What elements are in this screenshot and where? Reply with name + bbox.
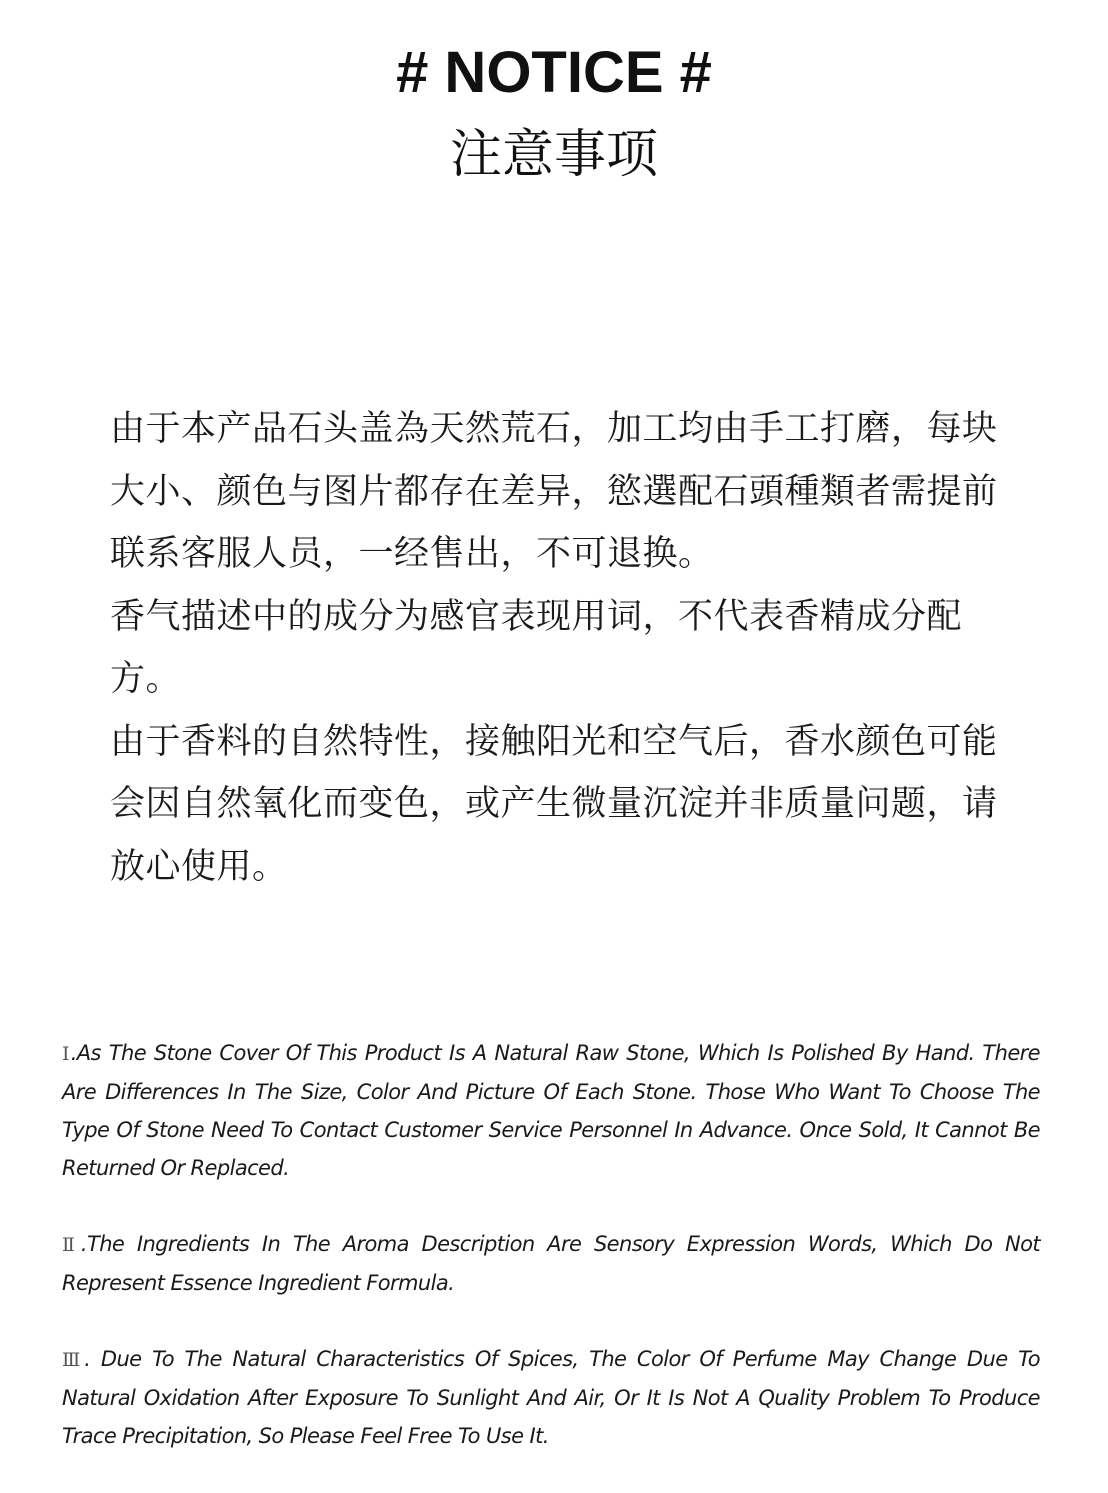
english-notice-stone-cover <box>62 1034 1040 1187</box>
english-notice-text: . Due To The Natural Characteristics Of Spices, The Color Of Perfume May Change Due To Natural Oxidation After Exposure To Sunlight And Air, Or It Is Not A Quality Problem To Produce Trace Precipitation, So Please Feel Free To Use It. <box>62 1347 1040 1448</box>
roman-numeral-2: Ⅱ <box>62 1234 81 1256</box>
chinese-notice-oxidation: 由于香料的自然特性，接触阳光和空气后，香水颜色可能会因自然氧化而变色，或产生微量沉淀并非质量问题，请放心使用。 <box>110 721 998 887</box>
english-notice-text: .The Ingredients In The Aroma Description Are Sensory Expression Words, Which Do Not Represent Essence Ingredient Formula. <box>62 1232 1040 1295</box>
chinese-notice-section <box>110 398 1005 898</box>
english-notice-section <box>62 1034 1040 1455</box>
english-notice-text: .As The Stone Cover Of This Product Is A Natural Raw Stone, Which Is Polished By Hand. There Are Differences In The Size, Color And Picture Of Each Stone. Those Who Want To Choose The Type Of Stone Need To Contact Customer Service Personnel In Advance. Once Sold, It Cannot Be Returned Or Replaced. <box>62 1041 1040 1180</box>
chinese-notice-aroma-description: 香气描述中的成分为感官表现用词，不代表香精成分配方。 <box>110 596 963 699</box>
notice-title-cn: 注意事项 <box>449 125 658 185</box>
english-notice-oxidation <box>62 1340 1040 1455</box>
english-notice-aroma-description <box>62 1225 1040 1302</box>
notice-title-en: # NOTICE # <box>396 40 712 105</box>
roman-numeral-1: Ⅰ <box>62 1043 71 1065</box>
chinese-notice-stone-cover: 由于本产品石头盖為天然荒石，加工均由手工打磨，每块大小、颜色与图片都存在差异，慾選配石頭種類者需提前联系客服人员，一经售出，不可退换。 <box>110 409 998 574</box>
roman-numeral-3: Ⅲ <box>62 1349 85 1371</box>
